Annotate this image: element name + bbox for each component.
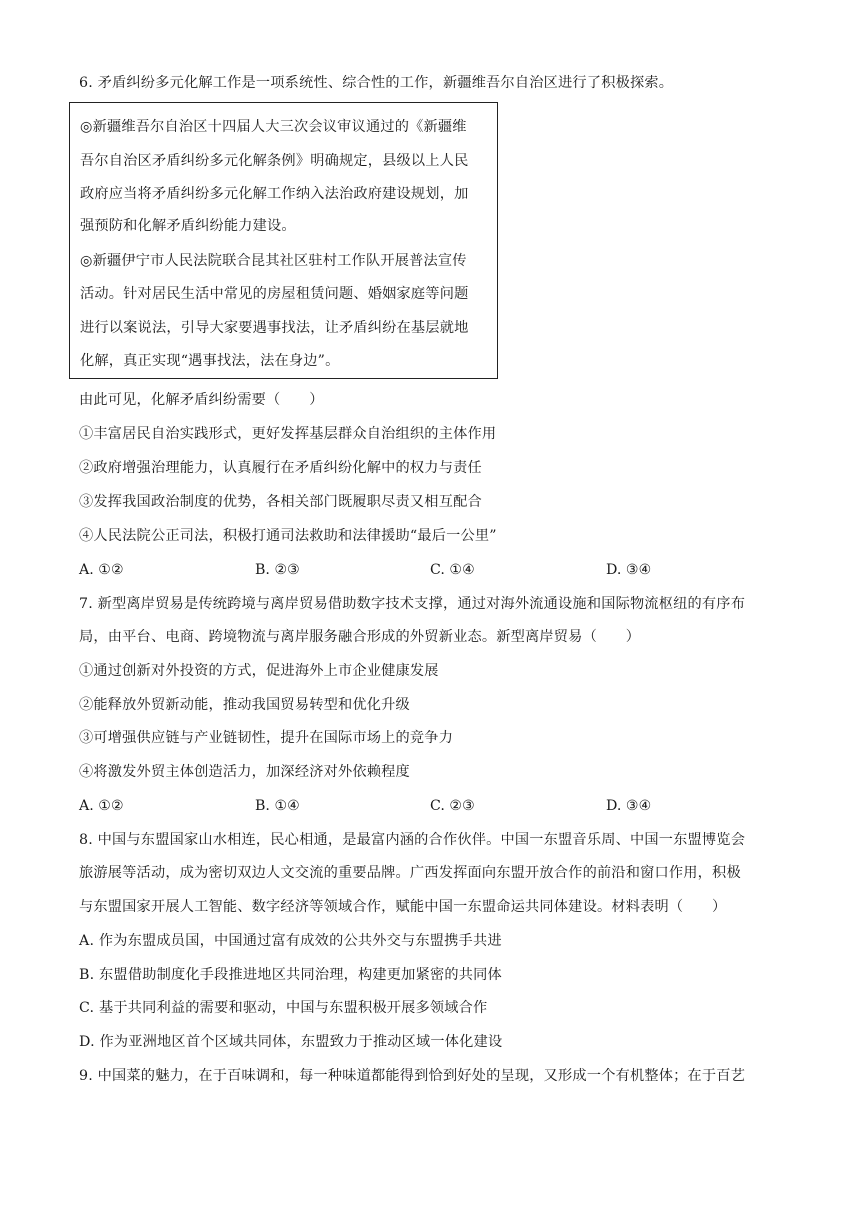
q8-stem-line: 与东盟国家开展人工智能、数字经济等领域合作，赋能中国一东盟命运共同体建设。材料表明（ ） bbox=[79, 899, 727, 915]
q6-item: ③发挥我国政治制度的优势，各相关部门既履职尽责又相互配合 bbox=[79, 494, 482, 510]
q6-option-d[interactable]: D. ③④ bbox=[606, 562, 652, 578]
q7-option-a[interactable]: A. ①② bbox=[79, 798, 124, 814]
q7-option-b[interactable]: B. ①④ bbox=[255, 798, 300, 814]
q6-box-line: ◎新疆伊宁市人民法院联合昆其社区驻村工作队开展普法宣传 bbox=[80, 253, 467, 269]
q7-stem-line: 7. 新型离岸贸易是传统跨境与离岸贸易借助数字技术支撑，通过对海外流通设施和国际物流枢纽的有序布 bbox=[79, 596, 746, 612]
q7-item: ②能释放外贸新动能，推动我国贸易转型和优化升级 bbox=[79, 697, 410, 713]
q6-option-c[interactable]: C. ①④ bbox=[430, 562, 475, 578]
q6-options bbox=[79, 559, 799, 581]
q6-option-b[interactable]: B. ②③ bbox=[255, 562, 300, 578]
q8-choice-c[interactable]: C. 基于共同利益的需要和驱动，中国与东盟积极开展多领域合作 bbox=[79, 1000, 488, 1016]
q6-box-line: 吾尔自治区矛盾纠纷多元化解条例》明确规定，县级以上人民 bbox=[80, 153, 469, 169]
q6-box-line: 进行以案说法，引导大家要遇事找法，让矛盾纠纷在基层就地 bbox=[80, 320, 469, 336]
q6-item: ④人民法院公正司法，积极打通司法救助和法律援助“最后一公里” bbox=[79, 528, 497, 544]
q7-stem-line: 局，由平台、电商、跨境物流与离岸服务融合形成的外贸新业态。新型离岸贸易（ ） bbox=[79, 629, 641, 645]
q6-box-line: 化解，真正实现“遇事找法，法在身边”。 bbox=[80, 353, 340, 369]
q8-choice-d[interactable]: D. 作为亚洲地区首个区域共同体，东盟致力于推动区域一体化建设 bbox=[79, 1034, 503, 1050]
q6-material-box bbox=[69, 102, 498, 379]
q8-choice-a[interactable]: A. 作为东盟成员国，中国通过富有成效的公共外交与东盟携手共进 bbox=[79, 933, 502, 949]
q8-choice-b[interactable]: B. 东盟借助制度化手段推进地区共同治理，构建更加紧密的共同体 bbox=[79, 967, 502, 983]
q7-options bbox=[79, 795, 799, 817]
q7-option-c[interactable]: C. ②③ bbox=[430, 798, 475, 814]
q6-box-line: 政府应当将矛盾纠纷多元化解工作纳入法治政府建设规划，加 bbox=[80, 186, 469, 202]
q7-item: ④将激发外贸主体创造活力，加深经济对外依赖程度 bbox=[79, 764, 410, 780]
q6-option-a[interactable]: A. ①② bbox=[79, 562, 124, 578]
q8-stem-line: 旅游展等活动，成为密切双边人文交流的重要品牌。广西发挥面向东盟开放合作的前沿和窗口作用，积极 bbox=[79, 865, 741, 881]
q6-stem: 6. 矛盾纠纷多元化解工作是一项系统性、综合性的工作，新疆维吾尔自治区进行了积极探索。 bbox=[79, 75, 674, 91]
q6-question: 由此可见，化解矛盾纠纷需要（ ） bbox=[79, 392, 324, 408]
q7-option-d[interactable]: D. ③④ bbox=[606, 798, 652, 814]
q6-box-line: 活动。针对居民生活中常见的房屋租赁问题、婚姻家庭等问题 bbox=[80, 286, 469, 302]
q6-box-line: ◎新疆维吾尔自治区十四届人大三次会议审议通过的《新疆维 bbox=[80, 119, 467, 135]
q6-item: ①丰富居民自治实践形式，更好发挥基层群众自治组织的主体作用 bbox=[79, 426, 497, 442]
q8-stem-line: 8. 中国与东盟国家山水相连，民心相通，是最富内涵的合作伙伴。中国一东盟音乐周、中国一东盟博览会 bbox=[79, 832, 746, 848]
q6-box-line: 强预防和化解矛盾纠纷能力建设。 bbox=[80, 218, 296, 234]
q6-item: ②政府增强治理能力，认真履行在矛盾纠纷化解中的权力与责任 bbox=[79, 460, 482, 476]
q7-item: ③可增强供应链与产业链韧性，提升在国际市场上的竞争力 bbox=[79, 730, 454, 746]
q9-stem-line: 9. 中国菜的魅力，在于百味调和，每一种味道都能得到恰到好处的呈现，又形成一个有机整体；在于百艺 bbox=[79, 1068, 746, 1084]
q7-item: ①通过创新对外投资的方式，促进海外上市企业健康发展 bbox=[79, 663, 439, 679]
